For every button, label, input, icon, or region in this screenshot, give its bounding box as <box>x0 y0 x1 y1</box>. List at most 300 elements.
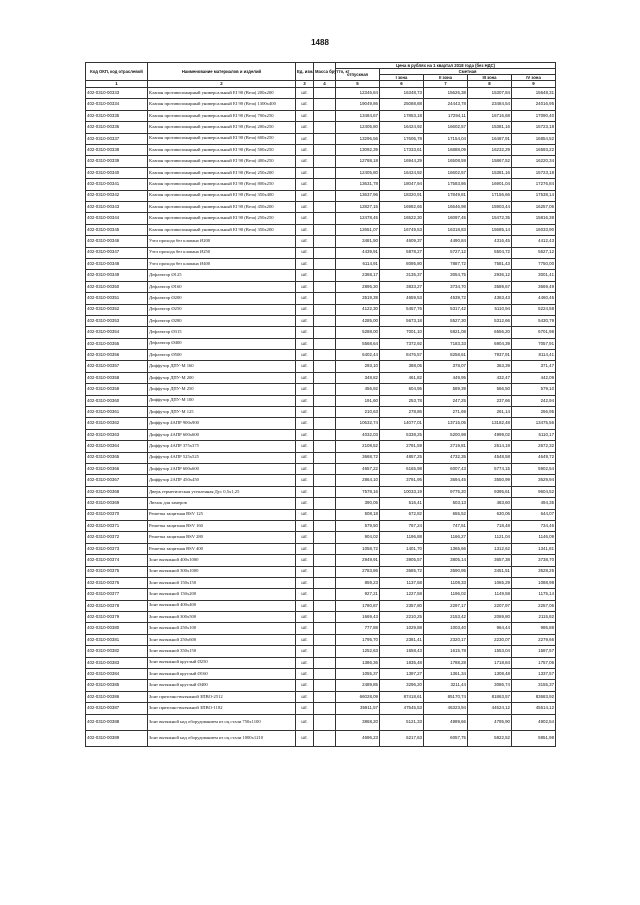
row-mass <box>314 714 336 730</box>
row-code: 402-0310-00345 <box>86 224 148 235</box>
row-name: Зонт вытяжной 150х150 <box>148 577 296 588</box>
row-code: 402-0310-00368 <box>86 486 148 497</box>
row-price: 5568,64 <box>336 338 380 349</box>
row-name: Решетка защитная BSV 125 <box>148 509 296 520</box>
row-code: 402-0310-00363 <box>86 429 148 440</box>
table-row <box>86 224 556 235</box>
row-unit: шт. <box>296 258 314 269</box>
row-name: Зонт вытяжной 300х1000 <box>148 566 296 577</box>
row-name: Зонт вытяжной 250х100 <box>148 623 296 634</box>
row-price: 16546,98 <box>424 202 468 213</box>
row-price: 15648,31 <box>512 88 556 99</box>
table-row <box>86 327 556 338</box>
row-price: 5200,98 <box>424 429 468 440</box>
row-price: 3589,67 <box>468 281 512 292</box>
row-price: 45514,12 <box>512 703 556 714</box>
row-name: Дефлектор Ø160 <box>148 281 296 292</box>
row-price: 1757,06 <box>512 657 556 668</box>
row-price: 388,05 <box>380 361 424 372</box>
row-price: 3657,38 <box>468 555 512 566</box>
row-mass <box>314 486 336 497</box>
row-price: 4285,00 <box>336 315 380 326</box>
row-price: 3791,95 <box>380 475 424 486</box>
row-code: 402-0310-00337 <box>86 133 148 144</box>
row-unit: шт. <box>296 463 314 474</box>
row-name: Зонт приточно-вытяжной ЗПВО-1182 <box>148 703 296 714</box>
row-unit: шт. <box>296 429 314 440</box>
row-price: 1088,98 <box>512 577 556 588</box>
column-index-cell: 1 <box>86 81 148 88</box>
row-mass <box>314 691 336 702</box>
row-price: 13475,56 <box>512 418 556 429</box>
table-row <box>86 418 556 429</box>
row-code: 402-0310-00356 <box>86 350 148 361</box>
table-row <box>86 498 556 509</box>
row-unit: шт. <box>296 543 314 554</box>
row-price: 442,09 <box>512 372 556 383</box>
row-price: 630,06 <box>468 509 512 520</box>
row-price: 363,39 <box>468 361 512 372</box>
row-price: 13296,56 <box>336 133 380 144</box>
row-code: 402-0310-00344 <box>86 213 148 224</box>
row-price: 14077,01 <box>380 418 424 429</box>
table-row <box>86 350 556 361</box>
row-price: 4857,25 <box>380 452 424 463</box>
row-price: 16593,22 <box>512 145 556 156</box>
row-name: Решетка защитная BSV 160 <box>148 520 296 531</box>
row-unit: шт. <box>296 691 314 702</box>
row-price: 2279,66 <box>512 634 556 645</box>
row-mass <box>314 612 336 623</box>
row-price: 1795,70 <box>336 634 380 645</box>
row-price: 15626,38 <box>424 88 468 99</box>
row-code: 402-0310-00389 <box>86 730 148 746</box>
row-price: 1835,48 <box>380 657 424 668</box>
row-price: 16522,30 <box>380 213 424 224</box>
row-name: Зонт вытяжной 350х150 <box>148 646 296 657</box>
row-price: 1149,58 <box>468 589 512 600</box>
row-price: 17154,04 <box>424 133 468 144</box>
row-unit: шт. <box>296 730 314 746</box>
row-name: Диффузор ДПУ-М 250 <box>148 384 296 395</box>
row-price: 3734,70 <box>424 281 468 292</box>
row-code: 402-0310-00379 <box>86 612 148 623</box>
row-price: 237,66 <box>468 395 512 406</box>
row-mass <box>314 213 336 224</box>
row-price: 1397,27 <box>380 669 424 680</box>
row-name: Диффузор 4АПР 525х525 <box>148 452 296 463</box>
row-price: 17294,11 <box>424 110 468 121</box>
row-price: 87418,61 <box>380 691 424 702</box>
table-row <box>86 555 556 566</box>
row-code: 402-0310-00378 <box>86 600 148 611</box>
row-unit: шт. <box>296 156 314 167</box>
table-row <box>86 577 556 588</box>
table-row <box>86 213 556 224</box>
row-mass <box>314 190 336 201</box>
row-mass <box>314 463 336 474</box>
row-price: 16232,29 <box>468 145 512 156</box>
row-price: 16257,06 <box>512 202 556 213</box>
row-name: Дефлектор Ø280 <box>148 315 296 326</box>
row-price: 6402,44 <box>336 350 380 361</box>
row-name: Зонт вытяжной 150х200 <box>148 589 296 600</box>
row-price: 3738,70 <box>512 555 556 566</box>
row-price: 5627,12 <box>512 247 556 258</box>
row-price: 3905,57 <box>380 555 424 566</box>
row-unit: шт. <box>296 133 314 144</box>
row-unit: шт. <box>296 634 314 645</box>
table-row <box>86 133 556 144</box>
row-price: 13715,05 <box>424 418 468 429</box>
row-price: 1058,72 <box>336 543 380 554</box>
row-mass <box>314 543 336 554</box>
row-price: 2949,91 <box>336 555 380 566</box>
row-price: 210,63 <box>336 407 380 418</box>
row-code: 402-0310-00388 <box>86 714 148 730</box>
row-price: 7183,33 <box>424 338 468 349</box>
row-mass <box>314 122 336 133</box>
row-unit: шт. <box>296 452 314 463</box>
row-code: 402-0310-00384 <box>86 669 148 680</box>
table-row <box>86 167 556 178</box>
row-unit: шт. <box>296 202 314 213</box>
row-price: 2297,17 <box>424 600 468 611</box>
table-row <box>86 202 556 213</box>
row-code: 402-0310-00380 <box>86 623 148 634</box>
header-zone1: I зона <box>380 75 424 81</box>
row-name: Зонт вытяжной 250х600 <box>148 634 296 645</box>
row-price: 15867,52 <box>468 156 512 167</box>
row-code: 402-0310-00387 <box>86 703 148 714</box>
row-name: Зонт вытяжной над оборудованием из оц.стали 750х1100 <box>148 714 296 730</box>
row-price: 2489,85 <box>336 680 380 691</box>
row-mass <box>314 623 336 634</box>
row-unit: шт. <box>296 236 314 247</box>
table-row <box>86 179 556 190</box>
row-code: 402-0310-00383 <box>86 657 148 668</box>
row-unit: шт. <box>296 384 314 395</box>
row-price: 15723,18 <box>512 167 556 178</box>
row-price: 17276,84 <box>512 179 556 190</box>
row-mass <box>314 600 336 611</box>
row-price: 3528,25 <box>512 566 556 577</box>
row-code: 402-0310-00348 <box>86 258 148 269</box>
row-code: 402-0310-00371 <box>86 520 148 531</box>
row-mass <box>314 350 336 361</box>
row-price: 5457,76 <box>380 304 424 315</box>
row-name: Клапан противопожарный универсальный EI 90 (Веза) 250х200 <box>148 167 296 178</box>
row-name: Клапан противопожарный универсальный EI 90 (Веза) 1300х400 <box>148 99 296 110</box>
row-mass <box>314 657 336 668</box>
column-index-row <box>86 81 556 88</box>
row-price: 2115,82 <box>512 612 556 623</box>
row-name: Диффузор 4АПР 900х900 <box>148 418 296 429</box>
header-release: отпускная <box>336 69 380 81</box>
table-row <box>86 236 556 247</box>
row-price: 7372,92 <box>380 338 424 349</box>
row-price: 5312,66 <box>468 315 512 326</box>
row-unit: шт. <box>296 179 314 190</box>
row-price: 3086,74 <box>468 680 512 691</box>
row-unit: шт. <box>296 475 314 486</box>
row-mass <box>314 555 336 566</box>
row-code: 402-0310-00373 <box>86 543 148 554</box>
row-unit: шт. <box>296 224 314 235</box>
row-mass <box>314 133 336 144</box>
row-unit: шт. <box>296 293 314 304</box>
row-mass <box>314 418 336 429</box>
row-price: 904,02 <box>336 532 380 543</box>
row-code: 402-0310-00385 <box>86 680 148 691</box>
row-price: 271,69 <box>424 407 468 418</box>
row-price: 1337,57 <box>512 669 556 680</box>
row-price: 3054,75 <box>424 270 468 281</box>
row-price: 1166,27 <box>424 532 468 543</box>
row-price: 4122,30 <box>336 304 380 315</box>
row-price: 5527,30 <box>424 315 468 326</box>
row-name: Зонт вытяжной над оборудованием из оц.стали 1000х1210 <box>148 730 296 746</box>
header-name: Наименование материалов и изделий <box>148 63 296 81</box>
row-code: 402-0310-00340 <box>86 167 148 178</box>
row-price: 23484,54 <box>468 99 512 110</box>
row-price: 12478,45 <box>336 213 380 224</box>
row-price: 2210,25 <box>380 612 424 623</box>
row-price: 1341,81 <box>512 543 556 554</box>
row-price: 35911,57 <box>336 703 380 714</box>
row-price: 4989,66 <box>424 714 468 730</box>
row-code: 402-0310-00339 <box>86 156 148 167</box>
row-unit: шт. <box>296 327 314 338</box>
table-row <box>86 543 556 554</box>
row-price: 390,05 <box>336 498 380 509</box>
table-row <box>86 509 556 520</box>
table-row <box>86 88 556 99</box>
row-name: Диффузор ДПУ-М 125 <box>148 407 296 418</box>
header-code: Код ОКП, код отраслевой <box>86 63 148 81</box>
row-price: 16749,53 <box>380 224 424 235</box>
row-price: 3451,51 <box>468 566 512 577</box>
row-price: 16508,59 <box>424 156 468 167</box>
row-price: 15903,44 <box>468 202 512 213</box>
row-price: 2207,97 <box>468 600 512 611</box>
table-row <box>86 669 556 680</box>
row-unit: шт. <box>296 247 314 258</box>
row-price: 266,95 <box>512 407 556 418</box>
row-code: 402-0310-00352 <box>86 304 148 315</box>
row-price: 253,78 <box>380 395 424 406</box>
table-row <box>86 475 556 486</box>
table-row <box>86 293 556 304</box>
row-unit: шт. <box>296 213 314 224</box>
row-price: 4439,91 <box>336 247 380 258</box>
row-price: 191,60 <box>336 395 380 406</box>
row-price: 4732,35 <box>424 452 468 463</box>
row-price: 6556,20 <box>468 327 512 338</box>
row-price: 6057,75 <box>424 730 468 746</box>
table-row <box>86 730 556 746</box>
row-name: Узел прохода без клапана Ø400 <box>148 258 296 269</box>
row-unit: шт. <box>296 509 314 520</box>
row-name: Диффузор 2АПР 450х450 <box>148 475 296 486</box>
row-price: 278,86 <box>380 407 424 418</box>
row-price: 3155,37 <box>512 680 556 691</box>
row-price: 15723,18 <box>512 122 556 133</box>
row-price: 2672,32 <box>512 441 556 452</box>
row-price: 6007,43 <box>424 463 468 474</box>
row-price: 1658,43 <box>380 646 424 657</box>
row-code: 402-0310-00336 <box>86 122 148 133</box>
row-price: 2357,80 <box>380 600 424 611</box>
row-price: 17849,81 <box>424 190 468 201</box>
row-unit: шт. <box>296 338 314 349</box>
row-price: 1669,43 <box>336 612 380 623</box>
row-mass <box>314 88 336 99</box>
row-price: 1065,29 <box>468 577 512 588</box>
table-row <box>86 281 556 292</box>
row-price: 81863,57 <box>468 691 512 702</box>
row-name: Клапан противопожарный универсальный EI 90 (Веза) 450х200 <box>148 202 296 213</box>
row-price: 6165,98 <box>380 463 424 474</box>
row-code: 402-0310-00342 <box>86 190 148 201</box>
row-price: 5317,42 <box>424 304 468 315</box>
row-name: Диффузор ДПУ-М 160 <box>148 361 296 372</box>
row-code: 402-0310-00359 <box>86 384 148 395</box>
row-price: 17538,14 <box>512 190 556 201</box>
row-code: 402-0310-00362 <box>86 418 148 429</box>
row-price: 503,13 <box>424 498 468 509</box>
row-price: 6217,63 <box>380 730 424 746</box>
row-name: Клапан противопожарный универсальный EI 90 (Веза) 250х250 <box>148 213 296 224</box>
table-row <box>86 156 556 167</box>
row-price: 985,88 <box>512 623 556 634</box>
row-mass <box>314 634 336 645</box>
row-mass <box>314 236 336 247</box>
row-price: 1312,62 <box>468 543 512 554</box>
row-price: 4696,23 <box>336 730 380 746</box>
row-price: 644,07 <box>512 509 556 520</box>
row-price: 44524,12 <box>468 703 512 714</box>
row-name: Клапан противопожарный универсальный EI 90 (Веза) 500х250 <box>148 145 296 156</box>
row-price: 83683,92 <box>512 691 556 702</box>
row-mass <box>314 258 336 269</box>
row-price: 5224,58 <box>512 304 556 315</box>
column-index-cell: 2 <box>148 81 296 88</box>
table-row <box>86 395 556 406</box>
row-name: Клапан противопожарный универсальный EI 90 (Веза) 600х250 <box>148 133 296 144</box>
row-price: 2864,10 <box>336 475 380 486</box>
row-name: Дефлектор Ø500 <box>148 350 296 361</box>
row-mass <box>314 372 336 383</box>
row-price: 4795,90 <box>468 714 512 730</box>
row-price: 4999,02 <box>468 429 512 440</box>
row-code: 402-0310-00372 <box>86 532 148 543</box>
row-price: 16901,04 <box>468 179 512 190</box>
row-price: 2381,41 <box>380 634 424 645</box>
row-price: 5902,54 <box>512 463 556 474</box>
row-price: 672,82 <box>380 509 424 520</box>
row-name: Зонт вытяжной 400х400 <box>148 600 296 611</box>
row-price: 483,60 <box>468 498 512 509</box>
table-row <box>86 384 556 395</box>
row-price: 777,88 <box>336 623 380 634</box>
row-name: Клапан противопожарный универсальный EI 90 (Веза) 800х250 <box>148 179 296 190</box>
row-price: 5110,94 <box>468 304 512 315</box>
row-price: 747,51 <box>424 520 468 531</box>
table-row <box>86 463 556 474</box>
row-price: 3135,37 <box>380 270 424 281</box>
table-row <box>86 338 556 349</box>
row-unit: шт. <box>296 589 314 600</box>
table-row <box>86 520 556 531</box>
row-price: 5951,98 <box>512 730 556 746</box>
row-mass <box>314 179 336 190</box>
row-mass <box>314 281 336 292</box>
table-row <box>86 247 556 258</box>
row-price: 4539,72 <box>424 293 468 304</box>
row-price: 1361,34 <box>424 669 468 680</box>
row-price: 8258,61 <box>424 350 468 361</box>
row-price: 3550,99 <box>468 475 512 486</box>
row-price: 1137,58 <box>380 577 424 588</box>
row-price: 579,50 <box>336 520 380 531</box>
row-price: 24016,95 <box>512 99 556 110</box>
row-price: 6821,08 <box>424 327 468 338</box>
row-price: 2719,81 <box>424 441 468 452</box>
row-name: Клапан противопожарный универсальный EI 90 (Веза) 400х250 <box>148 156 296 167</box>
row-unit: шт. <box>296 407 314 418</box>
row-price: 1401,70 <box>380 543 424 554</box>
header-zone4: IV зона <box>512 75 556 81</box>
row-price: 1718,84 <box>468 657 512 668</box>
row-mass <box>314 646 336 657</box>
row-name: Зонт вытяжной 300х500 <box>148 612 296 623</box>
row-price: 3685,72 <box>380 566 424 577</box>
row-mass <box>314 293 336 304</box>
row-price: 4548,58 <box>468 452 512 463</box>
row-price: 4316,45 <box>468 236 512 247</box>
row-price: 1055,37 <box>336 669 380 680</box>
table-row <box>86 703 556 714</box>
row-code: 402-0310-00360 <box>86 395 148 406</box>
row-name: Зонт вытяжной круглый Ø400 <box>148 680 296 691</box>
row-price: 3481,50 <box>336 236 380 247</box>
row-name: Зонт вытяжной 400х1000 <box>148 555 296 566</box>
row-price: 10033,19 <box>380 486 424 497</box>
row-code: 402-0310-00376 <box>86 577 148 588</box>
header-estimate: Сметная <box>380 69 556 75</box>
row-code: 402-0310-00375 <box>86 566 148 577</box>
row-price: 15381,16 <box>468 122 512 133</box>
row-price: 4657,22 <box>336 463 380 474</box>
row-price: 1788,28 <box>424 657 468 668</box>
row-price: 9775,20 <box>424 486 468 497</box>
row-price: 17583,86 <box>424 179 468 190</box>
row-code: 402-0310-00346 <box>86 236 148 247</box>
row-unit: шт. <box>296 703 314 714</box>
row-price: 7887,72 <box>424 258 468 269</box>
row-price: 3296,20 <box>380 680 424 691</box>
row-price: 767,24 <box>380 520 424 531</box>
column-index-cell: 9 <box>512 81 556 88</box>
row-price: 348,82 <box>336 372 380 383</box>
row-unit: шт. <box>296 270 314 281</box>
table-row <box>86 258 556 269</box>
row-price: 3833,27 <box>380 281 424 292</box>
row-name: Дефлектор Ø315 <box>148 327 296 338</box>
row-code: 402-0310-00367 <box>86 475 148 486</box>
row-price: 16424,92 <box>380 167 424 178</box>
